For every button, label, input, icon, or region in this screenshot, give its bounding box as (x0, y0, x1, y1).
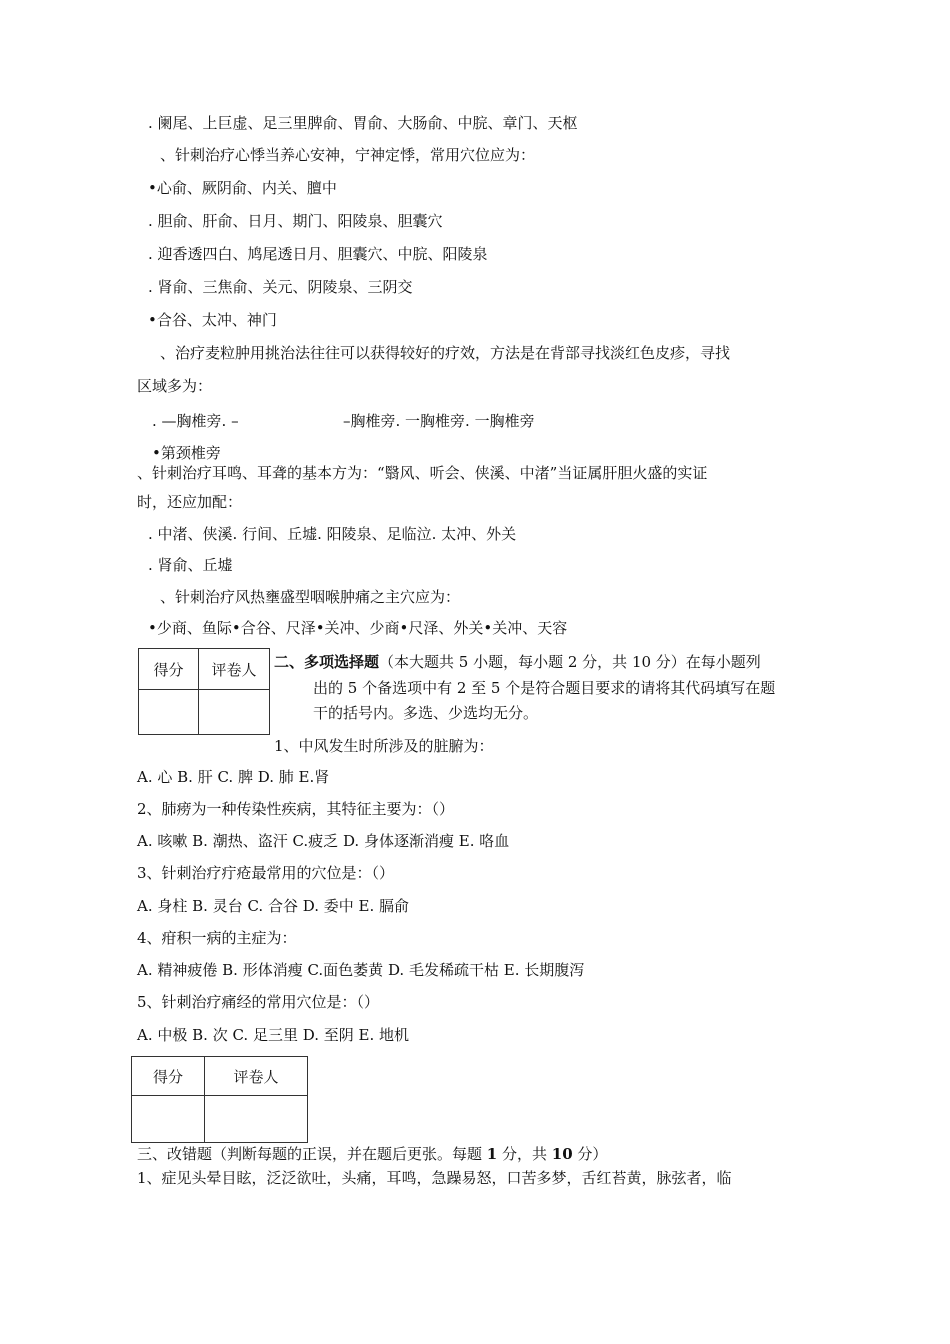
grader-label-2: 评卷人 (205, 1057, 308, 1096)
l05: . 迎香透四白、鸠尾透日月、胆囊穴、中脘、阳陵泉 (148, 245, 488, 263)
l06: . 肾俞、三焦俞、关元、阴陵泉、三阴交 (148, 278, 413, 296)
l01: . 阑尾、上巨虚、足三里脾俞、胃俞、大肠俞、中脘、章门、天枢 (148, 114, 578, 132)
score-cell-2 (132, 1096, 205, 1143)
sec2-desc3: 干的括号内。多选、少选均无分。 (313, 704, 539, 722)
l07: •合谷、太冲、神门 (148, 311, 277, 329)
l17: •少商、鱼际•合谷、尺泽•关冲、少商•尺泽、外关•关冲、天容 (148, 619, 568, 637)
grader-label: 评卷人 (199, 649, 270, 690)
grader-cell (199, 690, 270, 735)
l13: 时，还应加配： (137, 493, 243, 511)
l03: •心俞、厥阴俞、内关、膻中 (148, 179, 337, 197)
l04: . 胆俞、肝俞、日月、期门、阳陵泉、胆囊穴 (148, 212, 443, 230)
q2-options: A. 咳嗽 B. 潮热、盗汗 C.疲乏 D. 身体逐渐消瘦 E. 咯血 (137, 832, 510, 850)
q4: 4、疳积一病的主症为： (137, 929, 297, 947)
score-label-2: 得分 (132, 1057, 205, 1096)
q4-options: A. 精神疲倦 B. 形体消瘦 C.面色萎黄 D. 毛发稀疏干枯 E. 长期腹泻 (137, 961, 585, 979)
sec3-c: 分，共 (497, 1145, 552, 1163)
score-label: 得分 (139, 649, 199, 690)
l08: 、治疗麦粒肿用挑治法往往可以获得较好的疗效，方法是在背部寻找淡红色皮疹，寻找 (160, 344, 731, 362)
q3: 3、针刺治疗疔疮最常用的穴位是：（） (137, 864, 395, 882)
l09: 区域多为： (137, 377, 213, 395)
sec3-b: 1 (486, 1145, 498, 1163)
l10a: . —胸椎旁. – (152, 412, 239, 430)
q1-options: A. 心 B. 肝 C. 脾 D. 肺 E.肾 (137, 768, 330, 786)
sec2-line1 (274, 652, 761, 672)
l12: 、针刺治疗耳鸣、耳聋的基本方为：“翳风、听会、侠溪、中渚”当证属肝胆火盛的实证 (137, 464, 708, 482)
sec2-desc2: 出的 5 个备选项中有 2 至 5 个是符合题目要求的请将其代码填写在题 (313, 679, 776, 697)
q2: 2、肺痨为一种传染性疾病，其特征主要为：（） (137, 800, 455, 818)
l16: 、针刺治疗风热壅盛型咽喉肿痛之主穴应为： (160, 588, 461, 606)
score-table-1 (138, 648, 270, 735)
sec3-d: 10 (551, 1145, 573, 1163)
q5: 5、针刺治疗痛经的常用穴位是：（） (137, 993, 380, 1011)
grader-cell-2 (205, 1096, 308, 1143)
l11: •第颈椎旁 (152, 444, 221, 462)
score-table-2 (131, 1056, 308, 1143)
l14: . 中渚、侠溪. 行间、丘墟. 阳陵泉、足临泣. 太冲、外关 (148, 525, 517, 543)
sec2-title: 二、多项选择题 (274, 653, 380, 671)
sec2-desc1: （本大题共 5 小题，每小题 2 分，共 10 分）在每小题列 (379, 653, 761, 671)
q5-options: A. 中极 B. 次 C. 足三里 D. 至阴 E. 地机 (137, 1026, 409, 1044)
sec3-a: 三、改错题（判断每题的正误，并在题后更张。每题 (137, 1145, 487, 1163)
l02: 、针刺治疗心悸当养心安神，宁神定悸，常用穴位应为： (160, 146, 536, 164)
l10b: –胸椎旁. 一胸椎旁. 一胸椎旁 (343, 412, 535, 430)
sec3-e: 分） (572, 1145, 608, 1163)
q1: 1、中风发生时所涉及的脏腑为： (274, 737, 494, 755)
l15: . 肾俞、丘墟 (148, 556, 233, 574)
sec3-q1: 1、症见头晕目眩，泛泛欲吐，头痛，耳鸣，急躁易怒，口苦多梦，舌红苔黄，脉弦者，临 (137, 1169, 732, 1187)
sec3-title (137, 1144, 607, 1164)
q3-options: A. 身柱 B. 灵台 C. 合谷 D. 委中 E. 膈俞 (137, 897, 409, 915)
score-cell (139, 690, 199, 735)
